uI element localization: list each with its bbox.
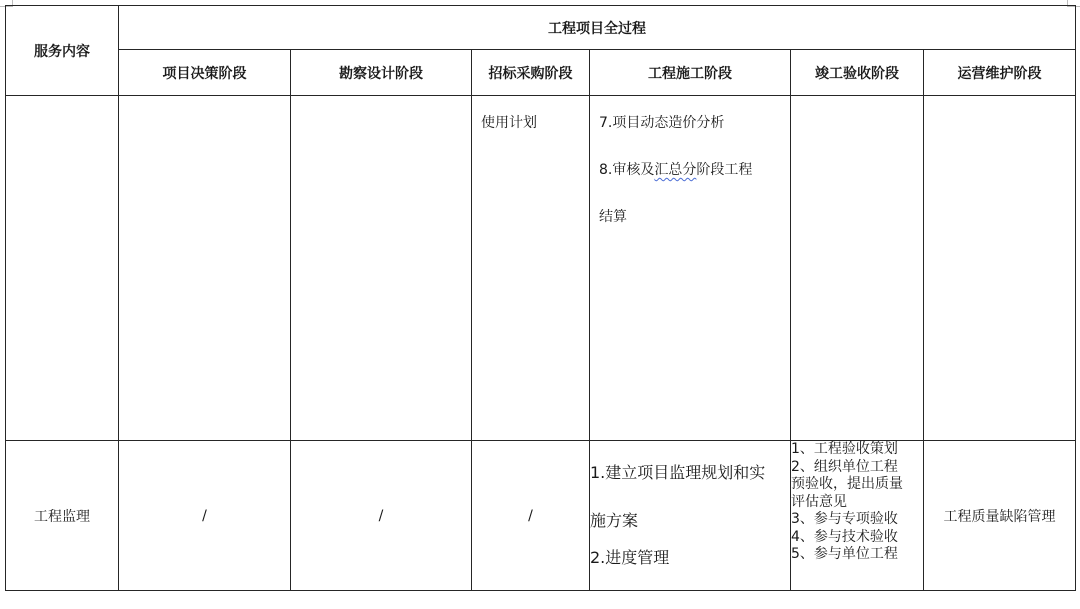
stage-header-decision: 项目决策阶段	[119, 50, 291, 96]
acceptance-line: 1、工程验收策划	[791, 441, 898, 457]
cell-acceptance-empty	[791, 96, 924, 441]
cell-decision-empty	[119, 96, 291, 441]
stage-header-construction: 工程施工阶段	[590, 50, 791, 96]
table-row	[6, 441, 1076, 591]
spellcheck-underline-text: 汇总分	[654, 162, 697, 178]
cell-maintenance-supervision: 工程质量缺陷管理	[924, 441, 1076, 591]
stage-header-design: 勘察设计阶段	[291, 50, 472, 96]
cell-service-empty	[6, 96, 119, 441]
process-title-header: 工程项目全过程	[119, 6, 1076, 50]
acceptance-line: 5、参与单位工程	[791, 546, 898, 562]
procurement-text: 使用计划	[481, 115, 537, 131]
cell-design-slash: /	[291, 441, 472, 591]
construction-line-suffix: 阶段工程	[696, 162, 753, 178]
acceptance-line: 2、组织单位工程	[791, 458, 898, 475]
cell-construction	[590, 96, 791, 441]
construction-line-prefix: 8.审核及	[599, 162, 655, 178]
cell-decision-slash: /	[119, 441, 291, 591]
cell-maintenance-empty	[924, 96, 1076, 441]
table-row	[6, 96, 1076, 441]
supervision-line: 2.进度管理	[590, 548, 670, 567]
acceptance-line: 3、参与专项验收	[791, 511, 898, 527]
cell-service-supervision: 工程监理	[6, 441, 119, 591]
supervision-line: 1.建立项目监理规划和实	[590, 463, 766, 482]
construction-line: 结算	[599, 209, 627, 225]
construction-line	[599, 159, 784, 181]
stage-header-acceptance: 竣工验收阶段	[791, 50, 924, 96]
cell-construction-supervision	[590, 441, 791, 591]
supervision-line: 施方案	[590, 511, 639, 530]
cell-procurement-slash: /	[472, 441, 590, 591]
acceptance-line: 4、参与技术验收	[791, 528, 898, 545]
service-content-header: 服务内容	[6, 6, 119, 96]
stage-header-maintenance: 运营维护阶段	[924, 50, 1076, 96]
acceptance-line: 预验收，提出质量	[791, 476, 903, 492]
project-service-table	[5, 5, 1076, 591]
construction-line: 7.项目动态造价分析	[599, 115, 725, 131]
stage-header-procurement: 招标采购阶段	[472, 50, 590, 96]
cell-procurement	[472, 96, 590, 441]
acceptance-line: 评估意见	[791, 493, 847, 510]
cell-design-empty	[291, 96, 472, 441]
cell-acceptance-supervision	[791, 441, 924, 591]
